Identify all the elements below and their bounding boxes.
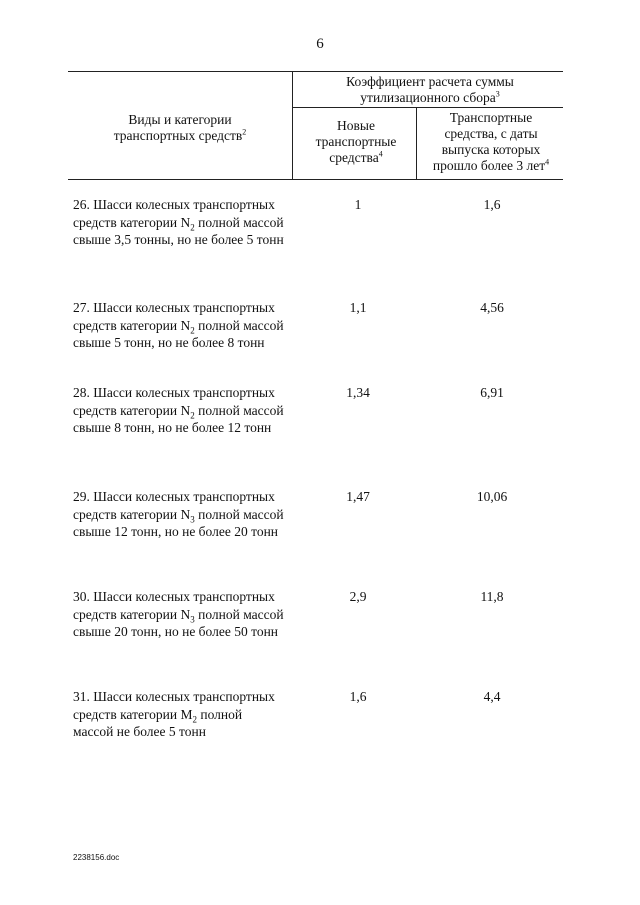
coef-used: 10,06	[476, 489, 508, 504]
coef-new: 1,6	[349, 689, 367, 704]
coef-used: 4,4	[483, 689, 501, 704]
header-vehicle-types	[90, 112, 270, 144]
category-subscript: 2	[192, 714, 197, 725]
page-number: 6	[316, 36, 324, 52]
row-number: 27.	[73, 300, 90, 315]
row-text: Шасси колесных транспортных средств категории M	[73, 689, 275, 722]
header-bottom-rule	[68, 179, 563, 180]
row-description	[73, 196, 288, 249]
header-coefficient-group	[305, 74, 555, 106]
row-number: 28.	[73, 385, 90, 400]
group-header-rule	[292, 107, 563, 108]
row-number: 31.	[73, 689, 90, 704]
header-used-vehicles	[424, 110, 558, 174]
table-top-rule	[68, 71, 563, 72]
header-divider-main	[292, 71, 293, 179]
header-used-vehicles-text: Транспортные средства, с даты выпуска которых прошло более 3 лет	[432, 110, 546, 173]
header-new-vehicles	[302, 118, 410, 166]
row-text-tail: полной массой свыше 12 тонн, но не более 20 тонн	[73, 506, 284, 539]
coef-new: 1,47	[346, 489, 370, 504]
coef-used: 6,91	[480, 385, 504, 400]
coef-used: 11,8	[480, 589, 504, 604]
row-description	[73, 588, 288, 641]
row-text-tail: полной массой свыше 5 тонн, но не более 8 тонн	[73, 317, 284, 350]
row-description	[73, 488, 288, 541]
row-text-tail: полной массой не более 5 тонн	[73, 706, 243, 739]
header-divider-sub	[416, 107, 417, 179]
row-description	[73, 688, 283, 741]
coef-used: 1,6	[483, 197, 501, 212]
row-text: Шасси колесных транспортных средств категории N	[73, 197, 275, 230]
document-filename: 2238156.doc	[73, 853, 120, 862]
row-number: 30.	[73, 589, 90, 604]
header-new-vehicles-footnote: 4	[378, 149, 383, 159]
coef-new: 1	[354, 197, 362, 212]
row-text-tail: полной массой свыше 3,5 тонны, но не более 5 тонн	[73, 214, 284, 247]
coef-new: 2,9	[349, 589, 367, 604]
header-coefficient-group-text: Коэффициент расчета суммы утилизационного сбора	[346, 74, 514, 105]
category-subscript: 3	[190, 614, 195, 625]
row-number: 26.	[73, 197, 90, 212]
header-vehicle-types-footnote: 2	[242, 127, 247, 137]
category-subscript: 2	[190, 410, 195, 421]
row-description	[73, 384, 288, 437]
row-number: 29.	[73, 489, 90, 504]
row-text: Шасси колесных транспортных средств категории N	[73, 300, 275, 333]
header-coefficient-group-footnote: 3	[495, 89, 500, 99]
row-text: Шасси колесных транспортных средств категории N	[73, 489, 275, 522]
row-text-tail: полной массой свыше 20 тонн, но не более 50 тонн	[73, 606, 284, 639]
row-text: Шасси колесных транспортных средств категории N	[73, 589, 275, 622]
category-subscript: 2	[190, 325, 195, 336]
row-text-tail: полной массой свыше 8 тонн, но не более 12 тонн	[73, 402, 284, 435]
header-vehicle-types-text: Виды и категории транспортных средств	[113, 112, 243, 143]
header-used-vehicles-footnote: 4	[545, 157, 550, 167]
category-subscript: 2	[190, 222, 195, 233]
header-new-vehicles-text: Новые транспортные средства	[315, 118, 397, 165]
coef-new: 1,34	[346, 385, 370, 400]
category-subscript: 3	[190, 514, 195, 525]
coef-new: 1,1	[349, 300, 367, 315]
coef-used: 4,56	[480, 300, 504, 315]
row-text: Шасси колесных транспортных средств категории N	[73, 385, 275, 418]
row-description	[73, 299, 293, 352]
